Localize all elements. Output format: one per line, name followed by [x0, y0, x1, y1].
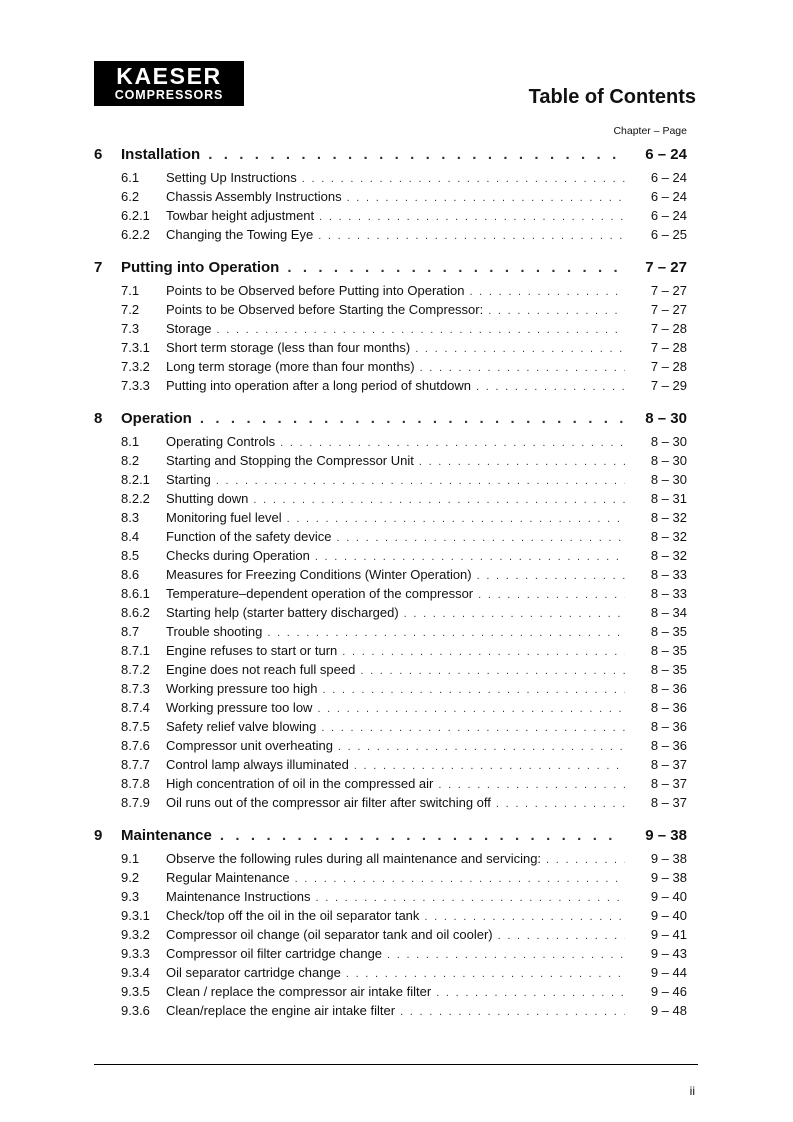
dot-leader [419, 456, 625, 468]
section-title: Operating Controls [166, 434, 276, 449]
dot-leader [253, 494, 625, 506]
section-number: 8.7.1 [121, 643, 150, 658]
section-number: 6.2 [121, 189, 140, 204]
section-page: 8 – 35 [650, 643, 687, 658]
toc-chapter-entry[interactable] [94, 827, 687, 851]
section-number: 7.3 [121, 321, 140, 336]
dot-leader [347, 192, 625, 204]
section-title: Starting and Stopping the Compressor Unit [166, 453, 414, 468]
section-number: 8.6 [121, 567, 140, 582]
toc-section-entry[interactable] [94, 1003, 687, 1022]
logo-line-2: COMPRESSORS [114, 88, 224, 102]
chapter-title: Installation [121, 146, 201, 163]
section-title: Points to be Observed before Putting into Operation [166, 283, 465, 298]
section-page: 8 – 32 [650, 548, 687, 563]
toc-section-entry[interactable] [94, 624, 687, 643]
section-number: 8.3 [121, 510, 140, 525]
section-number: 9.3.5 [121, 984, 150, 999]
dot-leader [415, 343, 625, 355]
section-page: 8 – 30 [650, 434, 687, 449]
section-page: 8 – 36 [650, 719, 687, 734]
section-page: 9 – 38 [650, 870, 687, 885]
toc-chapter-block [94, 827, 687, 1022]
toc-section-entry[interactable] [94, 908, 687, 927]
section-title: Clean / replace the compressor air intake filter [166, 984, 432, 999]
section-page: 9 – 46 [650, 984, 687, 999]
dot-leader [317, 703, 625, 715]
section-number: 8.7.9 [121, 795, 150, 810]
dot-leader [323, 684, 625, 696]
section-title: Long term storage (more than four months) [166, 359, 415, 374]
dot-leader [420, 362, 625, 374]
dot-leader [496, 798, 625, 810]
section-title: Changing the Towing Eye [166, 227, 314, 242]
page-title: Table of Contents [528, 86, 696, 108]
dot-leader [280, 437, 625, 449]
section-page: 9 – 48 [650, 1003, 687, 1018]
section-title: Compressor oil filter cartridge change [166, 946, 383, 961]
section-title: Function of the safety device [166, 529, 332, 544]
logo-line-1: KAESER [116, 63, 222, 89]
dot-leader [546, 854, 625, 866]
section-page: 7 – 28 [650, 321, 687, 336]
dot-leader [346, 968, 625, 980]
section-page: 7 – 28 [650, 340, 687, 355]
section-number: 8.1 [121, 434, 140, 449]
section-page: 7 – 27 [650, 302, 687, 317]
toc-section-entry[interactable] [94, 586, 687, 605]
chapter-title: Operation [121, 410, 192, 427]
dot-leader [469, 286, 625, 298]
section-title: Shutting down [166, 491, 249, 506]
section-number: 8.2 [121, 453, 140, 468]
toc-section-entry[interactable] [94, 340, 687, 359]
toc-section-entry[interactable] [94, 700, 687, 719]
section-number: 8.7.4 [121, 700, 150, 715]
toc-section-entry[interactable] [94, 227, 687, 246]
toc-section-entry[interactable] [94, 434, 687, 453]
toc-chapter-block [94, 410, 687, 814]
chapter-number: 7 [94, 259, 103, 276]
dot-leader [476, 381, 625, 393]
section-number: 9.3.3 [121, 946, 150, 961]
section-number: 8.7.5 [121, 719, 150, 734]
section-title: Working pressure too high [166, 681, 318, 696]
section-title: Monitoring fuel level [166, 510, 282, 525]
section-title: Compressor oil change (oil separator tank and oil cooler) [166, 927, 493, 942]
dot-leader [342, 646, 625, 658]
toc-section-entry[interactable] [94, 851, 687, 870]
section-page: 9 – 40 [650, 889, 687, 904]
section-title: Starting help (starter battery discharged) [166, 605, 399, 620]
section-number: 7.3.2 [121, 359, 150, 374]
section-number: 8.6.1 [121, 586, 150, 601]
section-number: 9.1 [121, 851, 140, 866]
toc-section-entry[interactable] [94, 378, 687, 397]
chapter-number: 6 [94, 146, 103, 163]
section-page: 8 – 34 [650, 605, 687, 620]
section-title: Trouble shooting [166, 624, 263, 639]
section-number: 7.2 [121, 302, 140, 317]
section-title: Oil runs out of the compressor air filter after switching off [166, 795, 491, 810]
section-title: High concentration of oil in the compressed air [166, 776, 434, 791]
section-page: 9 – 40 [650, 908, 687, 923]
section-title: Short term storage (less than four months) [166, 340, 411, 355]
dot-leader [220, 827, 623, 844]
toc-section-entry[interactable] [94, 472, 687, 491]
dot-leader [287, 513, 625, 525]
toc-section-entry[interactable] [94, 359, 687, 378]
section-title: Engine does not reach full speed [166, 662, 356, 677]
toc-section-entry[interactable] [94, 889, 687, 908]
section-number: 8.7.2 [121, 662, 150, 677]
toc-section-entry[interactable] [94, 510, 687, 529]
section-title: Oil separator cartridge change [166, 965, 341, 980]
section-title: Observe the following rules during all maintenance and servicing: [166, 851, 542, 866]
section-page: 8 – 30 [650, 453, 687, 468]
section-page: 7 – 27 [650, 283, 687, 298]
section-number: 8.2.1 [121, 472, 150, 487]
dot-leader [321, 722, 625, 734]
section-title: Control lamp always illuminated [166, 757, 349, 772]
section-number: 9.3.4 [121, 965, 150, 980]
section-number: 6.1 [121, 170, 140, 185]
section-title: Checks during Operation [166, 548, 310, 563]
company-logo [94, 61, 244, 106]
toc-chapter-block [94, 146, 687, 246]
dot-leader [318, 230, 625, 242]
section-number: 9.3 [121, 889, 140, 904]
toc-section-entry[interactable] [94, 870, 687, 889]
toc-section-entry[interactable] [94, 984, 687, 1003]
toc-section-entry[interactable] [94, 719, 687, 738]
toc-section-entry[interactable] [94, 795, 687, 814]
toc-section-entry[interactable] [94, 189, 687, 208]
section-page: 6 – 25 [650, 227, 687, 242]
dot-leader [360, 665, 625, 677]
dot-leader [387, 949, 625, 961]
dot-leader [315, 551, 625, 563]
toc-section-entry[interactable] [94, 453, 687, 472]
section-number: 8.7.3 [121, 681, 150, 696]
dot-leader [436, 987, 625, 999]
dot-leader [287, 259, 623, 276]
section-page: 8 – 32 [650, 529, 687, 544]
section-title: Clean/replace the engine air intake filter [166, 1003, 396, 1018]
section-page: 8 – 35 [650, 624, 687, 639]
toc-section-entry[interactable] [94, 738, 687, 757]
dot-leader [488, 305, 625, 317]
section-page: 8 – 30 [650, 472, 687, 487]
section-title: Putting into operation after a long period of shutdown [166, 378, 471, 393]
section-page: 8 – 33 [650, 567, 687, 582]
section-title: Towbar height adjustment [166, 208, 315, 223]
dot-leader [424, 911, 625, 923]
section-number: 9.3.6 [121, 1003, 150, 1018]
section-title: Engine refuses to start or turn [166, 643, 338, 658]
column-header: Chapter – Page [613, 125, 687, 137]
section-number: 8.5 [121, 548, 140, 563]
section-page: 9 – 43 [650, 946, 687, 961]
section-number: 8.7.6 [121, 738, 150, 753]
toc-section-entry[interactable] [94, 757, 687, 776]
section-page: 8 – 32 [650, 510, 687, 525]
section-page: 8 – 36 [650, 700, 687, 715]
section-number: 9.3.2 [121, 927, 150, 942]
toc-section-entry[interactable] [94, 208, 687, 227]
section-number: 8.7.7 [121, 757, 150, 772]
section-title: Storage [166, 321, 212, 336]
dot-leader [302, 173, 625, 185]
section-page: 8 – 37 [650, 757, 687, 772]
section-number: 8.7.8 [121, 776, 150, 791]
chapter-page: 7 – 27 [645, 259, 687, 276]
toc-section-entry[interactable] [94, 548, 687, 567]
section-title: Compressor unit overheating [166, 738, 333, 753]
section-number: 8.6.2 [121, 605, 150, 620]
section-title: Temperature–dependent operation of the compressor [166, 586, 474, 601]
dot-leader [316, 892, 625, 904]
section-page: 9 – 38 [650, 851, 687, 866]
dot-leader [400, 1006, 625, 1018]
section-title: Starting [166, 472, 211, 487]
section-title: Regular Maintenance [166, 870, 290, 885]
dot-leader [208, 146, 623, 163]
section-number: 7.1 [121, 283, 140, 298]
toc-section-entry[interactable] [94, 927, 687, 946]
toc-section-entry[interactable] [94, 662, 687, 681]
toc-section-entry[interactable] [94, 965, 687, 984]
toc-chapter-block [94, 259, 687, 397]
section-page: 7 – 28 [650, 359, 687, 374]
dot-leader [200, 410, 623, 427]
section-page: 8 – 36 [650, 681, 687, 696]
toc-section-entry[interactable] [94, 491, 687, 510]
toc-section-entry[interactable] [94, 283, 687, 302]
section-number: 6.2.1 [121, 208, 150, 223]
section-number: 7.3.1 [121, 340, 150, 355]
section-title: Points to be Observed before Starting the Compressor: [166, 302, 484, 317]
section-number: 7.3.3 [121, 378, 150, 393]
dot-leader [267, 627, 625, 639]
toc-section-entry[interactable] [94, 605, 687, 624]
section-page: 8 – 35 [650, 662, 687, 677]
chapter-title: Putting into Operation [121, 259, 280, 276]
section-title: Chassis Assembly Instructions [166, 189, 342, 204]
section-number: 9.3.1 [121, 908, 150, 923]
dot-leader [498, 930, 625, 942]
toc-section-entry[interactable] [94, 170, 687, 189]
dot-leader [217, 324, 625, 336]
section-page: 8 – 33 [650, 586, 687, 601]
dot-leader [478, 589, 625, 601]
section-title: Safety relief valve blowing [166, 719, 317, 734]
dot-leader [319, 211, 625, 223]
section-title: Working pressure too low [166, 700, 313, 715]
chapter-page: 8 – 30 [645, 410, 687, 427]
section-title: Check/top off the oil in the oil separator tank [166, 908, 420, 923]
footer-divider [94, 1064, 698, 1065]
section-page: 8 – 36 [650, 738, 687, 753]
section-title: Maintenance Instructions [166, 889, 311, 904]
toc-section-entry[interactable] [94, 776, 687, 795]
section-page: 6 – 24 [650, 189, 687, 204]
dot-leader [295, 873, 625, 885]
section-title: Measures for Freezing Conditions (Winter Operation) [166, 567, 472, 582]
chapter-page: 9 – 38 [645, 827, 687, 844]
toc-section-entry[interactable] [94, 643, 687, 662]
dot-leader [338, 741, 625, 753]
chapter-title: Maintenance [121, 827, 212, 844]
section-page: 6 – 24 [650, 208, 687, 223]
section-page: 6 – 24 [650, 170, 687, 185]
dot-leader [216, 475, 625, 487]
chapter-page: 6 – 24 [645, 146, 687, 163]
dot-leader [336, 532, 625, 544]
toc-chapter-entry[interactable] [94, 259, 687, 283]
dot-leader [438, 779, 625, 791]
dot-leader [404, 608, 625, 620]
section-number: 9.2 [121, 870, 140, 885]
section-title: Setting Up Instructions [166, 170, 297, 185]
toc-chapter-entry[interactable] [94, 146, 687, 170]
table-of-contents [94, 146, 687, 1035]
dot-leader [477, 570, 625, 582]
section-page: 8 – 37 [650, 776, 687, 791]
toc-section-entry[interactable] [94, 302, 687, 321]
section-page: 8 – 37 [650, 795, 687, 810]
toc-section-entry[interactable] [94, 567, 687, 586]
chapter-number: 8 [94, 410, 103, 427]
section-number: 8.7 [121, 624, 140, 639]
toc-section-entry[interactable] [94, 946, 687, 965]
toc-chapter-entry[interactable] [94, 410, 687, 434]
chapter-number: 9 [94, 827, 103, 844]
section-number: 8.2.2 [121, 491, 150, 506]
section-page: 7 – 29 [650, 378, 687, 393]
page-number: ii [689, 1084, 695, 1098]
section-page: 8 – 31 [650, 491, 687, 506]
toc-section-entry[interactable] [94, 321, 687, 340]
section-page: 9 – 41 [650, 927, 687, 942]
toc-section-entry[interactable] [94, 529, 687, 548]
dot-leader [354, 760, 625, 772]
section-number: 6.2.2 [121, 227, 150, 242]
section-page: 9 – 44 [650, 965, 687, 980]
section-number: 8.4 [121, 529, 140, 544]
toc-section-entry[interactable] [94, 681, 687, 700]
